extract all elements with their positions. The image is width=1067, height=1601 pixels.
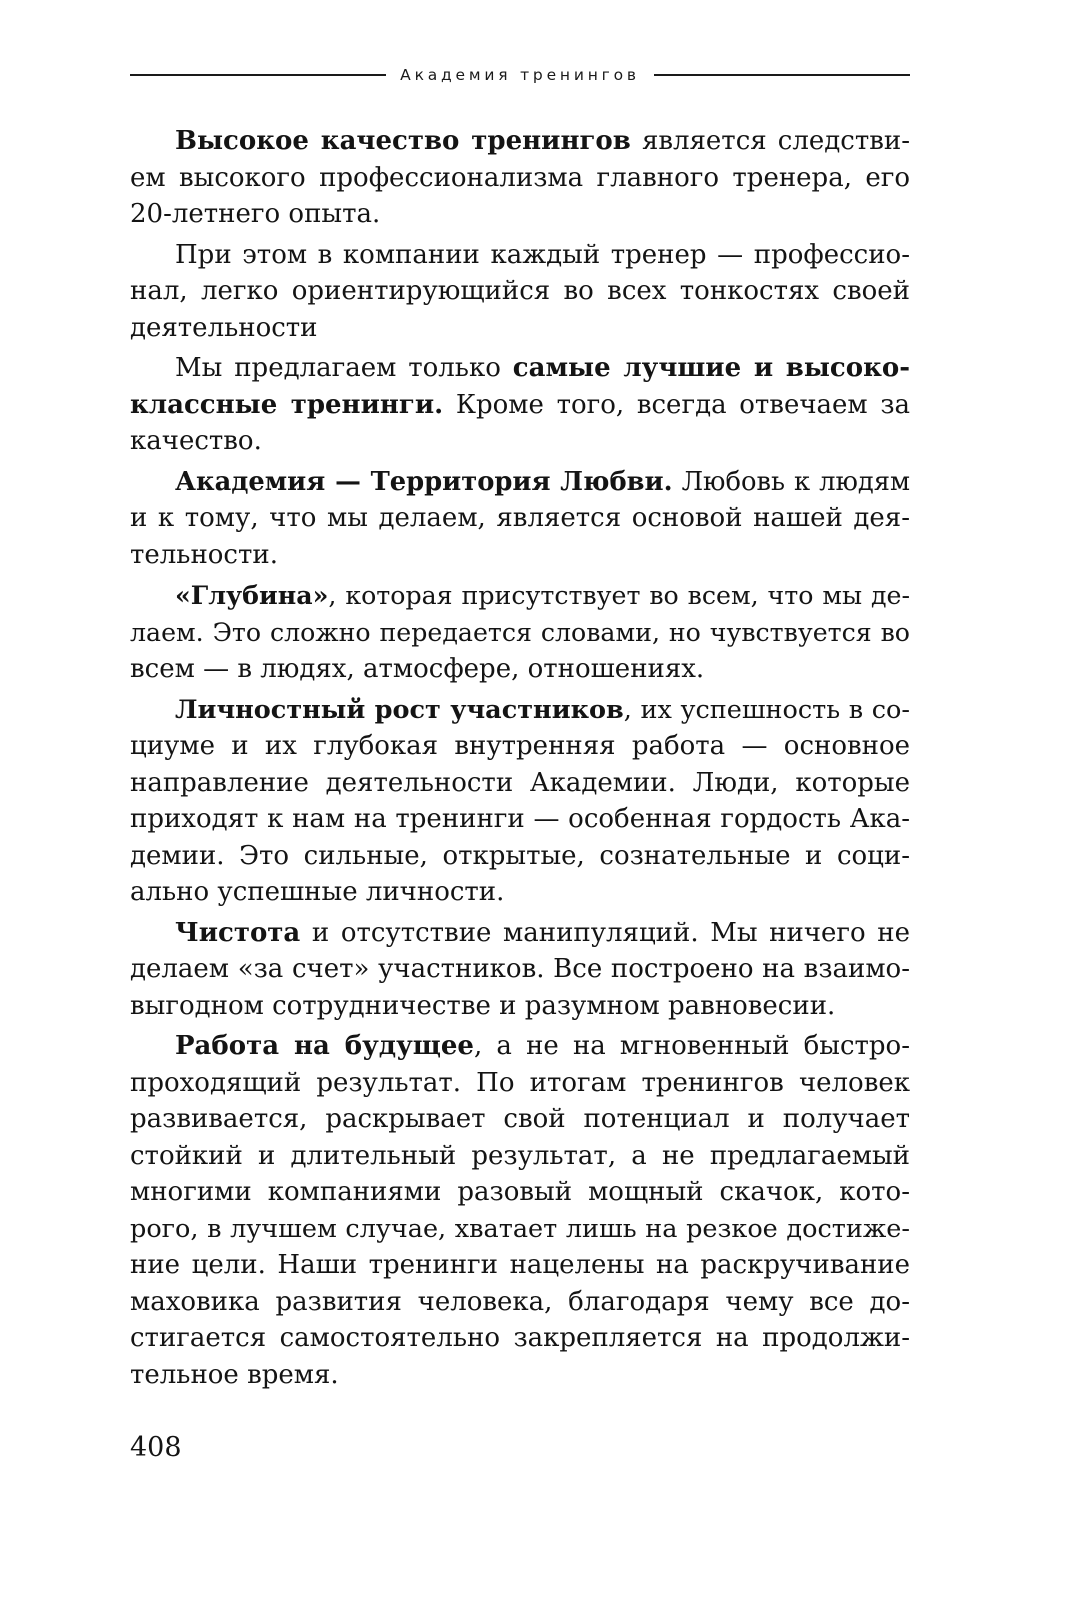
text-run: , а не на мгновенный быстро- [473, 1031, 910, 1061]
header-rule-left [130, 74, 386, 76]
header-title: Академия тренингов [400, 66, 640, 84]
text-line [130, 728, 910, 765]
text-line [130, 1247, 910, 1284]
text-line [130, 1320, 910, 1357]
paragraph [130, 350, 910, 460]
text-run: циуме и их глубокая внутренняя работа — основное [130, 731, 910, 761]
text-line [130, 1284, 910, 1321]
text-run: 20-летнего опыта. [130, 199, 381, 229]
text-run: ально успешные личности. [130, 877, 505, 907]
text-line [130, 988, 910, 1025]
text-line [130, 537, 910, 574]
text-line [130, 160, 910, 197]
bold-phrase: Академия — Территория Любви. [175, 466, 673, 497]
text-line [130, 874, 910, 911]
bold-phrase: Высокое качество тренингов [175, 126, 631, 156]
text-run: приходят к нам на тренинги — особенная гордость Ака- [130, 804, 910, 834]
text-line [130, 1174, 910, 1211]
paragraph [130, 237, 910, 347]
text-run: нал, легко ориентирующийся во всех тонкостях своей [130, 276, 910, 306]
text-run: , их успешность в со- [623, 694, 910, 725]
bold-phrase: Чистота [175, 917, 301, 948]
text-run: развивается, раскрывает свой потенциал и получает [130, 1104, 910, 1134]
text-run: качество. [130, 426, 262, 456]
text-line [130, 765, 910, 802]
bold-phrase: Личностный рост участников [175, 694, 624, 725]
text-run: и к тому, что мы делаем, является основой нашей дея- [130, 503, 910, 533]
text-line [130, 1357, 910, 1394]
text-run: лаем. Это сложно передается словами, но чувствуется во [130, 617, 910, 647]
text-run: ние цели. Наши тренинги нацелены на раскручивание [130, 1250, 910, 1280]
text-line [130, 692, 910, 729]
text-line [130, 350, 910, 387]
paragraph [130, 692, 910, 911]
text-run: тельное время. [130, 1359, 339, 1390]
text-line [130, 196, 910, 233]
bold-phrase: «Глубина» [175, 580, 329, 610]
text-line [130, 500, 910, 537]
text-run: является следстви- [630, 126, 910, 156]
text-run: Мы предлагаем только [175, 353, 513, 383]
text-line [130, 577, 910, 615]
text-run: проходящий результат. По итогам тренингов человек [130, 1067, 910, 1098]
text-run: направление деятельности Академии. Люди, которые [130, 767, 910, 798]
text-line [130, 801, 910, 838]
text-line [130, 838, 910, 875]
text-run: ем высокого профессионализма главного тренера, его [130, 162, 910, 193]
text-run: , которая присутствует во всем, что мы де- [328, 581, 910, 610]
text-line [130, 310, 910, 347]
text-run: тельности. [130, 539, 278, 570]
bold-phrase: Работа на будущее [175, 1031, 474, 1061]
text-line [130, 951, 910, 988]
text-line [130, 615, 910, 652]
text-run: Любовь к людям [672, 466, 910, 497]
text-line [130, 273, 910, 310]
text-run: делаем «за счет» участников. Все построено на взаимо- [130, 954, 910, 984]
text-line [130, 387, 910, 424]
text-line [130, 1211, 910, 1248]
text-run: всем — в людях, атмосфере, отношениях. [130, 654, 705, 684]
body-text [130, 123, 910, 1397]
text-line [130, 464, 910, 501]
text-run: выгодном сотрудничестве и разумном равновесии. [130, 990, 836, 1021]
text-run: деятельности [130, 312, 318, 343]
text-line [130, 915, 910, 952]
page-number: 408 [130, 1432, 182, 1463]
paragraph [130, 123, 910, 233]
paragraph [130, 1028, 910, 1393]
running-header [130, 60, 910, 90]
text-run: рого, в лучшем случае, хватает лишь на резкое достиже- [130, 1213, 910, 1244]
text-line [130, 1028, 910, 1065]
text-line [130, 423, 910, 460]
bold-phrase: классные тренинги. [130, 389, 444, 420]
text-line [130, 1065, 910, 1102]
paragraph [130, 464, 910, 574]
bold-phrase: самые лучшие и высоко- [512, 353, 911, 383]
text-run: демии. Это сильные, открытые, сознательные и соци- [130, 840, 910, 871]
paragraph [130, 577, 910, 688]
paragraph [130, 915, 910, 1025]
text-line [130, 237, 910, 274]
text-run: и отсутствие манипуляций. Мы ничего не [300, 917, 910, 948]
text-line [130, 1138, 910, 1175]
text-run: многими компаниями разовый мощный скачок, кото- [130, 1177, 910, 1207]
header-rule-right [654, 74, 910, 76]
text-line [130, 651, 910, 688]
text-line [130, 1101, 910, 1138]
text-run: При этом в компании каждый тренер — профессио- [175, 239, 910, 270]
text-line [130, 123, 910, 160]
text-run: стойкий и длительный результат, а не предлагаемый [130, 1140, 910, 1171]
text-run: Кроме того, всегда отвечаем за [443, 389, 911, 420]
text-run: маховика развития человека, благодаря чему все до- [130, 1286, 910, 1317]
text-run: стигается самостоятельно закрепляется на продолжи- [130, 1323, 910, 1353]
